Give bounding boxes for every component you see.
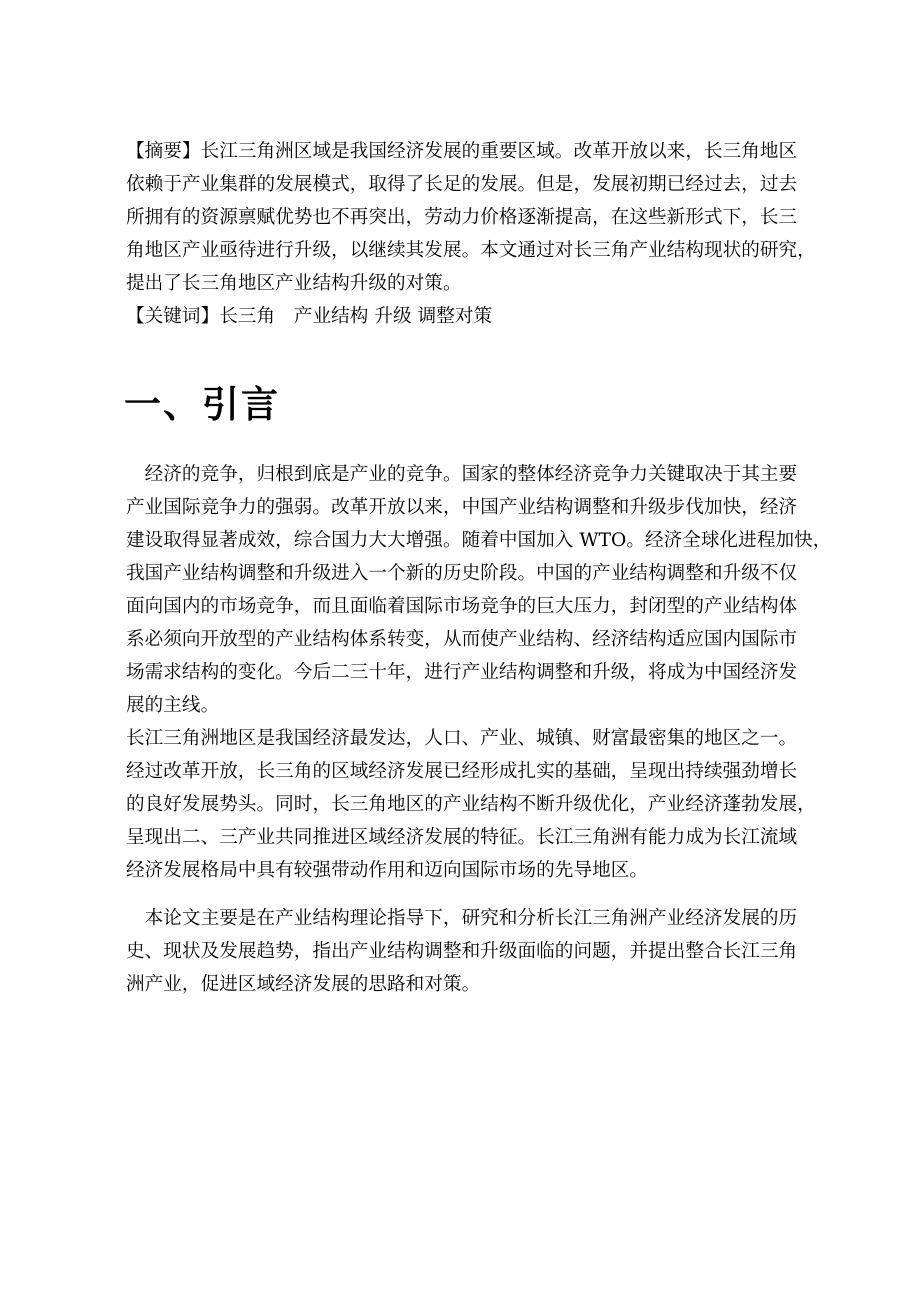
paragraph-line: 经济的竞争，归根到底是产业的竞争。国家的整体经济竞争力关键取决于其主要 (126, 464, 798, 485)
paragraph-line: 产业国际竞争力的强弱。改革开放以来，中国产业结构调整和升级步伐加快，经济 (126, 497, 798, 518)
paragraph-line: 展的主线。 (126, 695, 220, 716)
paragraph-line: 我国产业结构调整和升级进入一个新的历史阶段。中国的产业结构调整和升级不仅 (126, 563, 798, 584)
abstract-line: 提出了长三角地区产业结构升级的对策。 (126, 273, 462, 294)
paragraph-line: 洲产业，促进区域经济发展的思路和对策。 (126, 974, 481, 995)
paragraph-line: 面向国内的市场竞争，而且面临着国际市场竞争的巨大压力，封闭型的产业结构体 (126, 596, 798, 617)
paragraph-line: 场需求结构的变化。今后二三十年，进行产业结构调整和升级，将成为中国经济发 (126, 662, 798, 683)
paragraph-line: 长江三角洲地区是我国经济最发达，人口、产业、城镇、财富最密集的地区之一。 (126, 728, 798, 749)
paragraph-line: 经过改革开放，长三角的区域经济发展已经形成扎实的基础，呈现出持续强劲增长 (126, 761, 798, 782)
paragraph-line: 本论文主要是在产业结构理论指导下，研究和分析长江三角洲产业经济发展的历 (126, 908, 798, 929)
paragraph-line: 经济发展格局中具有较强带动作用和迈向国际市场的先导地区。 (126, 860, 649, 881)
abstract-line: 所拥有的资源禀赋优势也不再突出，劳动力价格逐渐提高，在这些新形式下，长三 (126, 207, 798, 228)
paragraph-line: 的良好发展势头。同时，长三角地区的产业结构不断升级优化，产业经济蓬勃发展， (126, 794, 816, 815)
paragraph-line: 史、现状及发展趋势，指出产业结构调整和升级面临的问题，并提出整合长江三角 (126, 941, 798, 962)
section-title: 一、引言 (124, 383, 280, 426)
paragraph-line: 系必须向开放型的产业结构体系转变，从而使产业结构、经济结构适应国内国际市 (126, 629, 798, 650)
abstract-line: 角地区产业亟待进行升级，以继续其发展。本文通过对长三角产业结构现状的研究， (126, 240, 816, 261)
abstract-line: 【摘要】长江三角洲区域是我国经济发展的重要区域。改革开放以来，长三角地区 (126, 141, 798, 162)
paragraph-line: 建设取得显著成效，综合国力大大增强。随着中国加入 WTO。经济全球化进程加快， (126, 530, 832, 551)
paragraph-line: 呈现出二、三产业共同推进区域经济发展的特征。长江三角洲有能力成为长江流域 (126, 827, 798, 848)
abstract-line: 依赖于产业集群的发展模式，取得了长足的发展。但是，发展初期已经过去，过去 (126, 174, 798, 195)
keywords: 【关键词】长三角 产业结构 升级 调整对策 (126, 306, 493, 327)
